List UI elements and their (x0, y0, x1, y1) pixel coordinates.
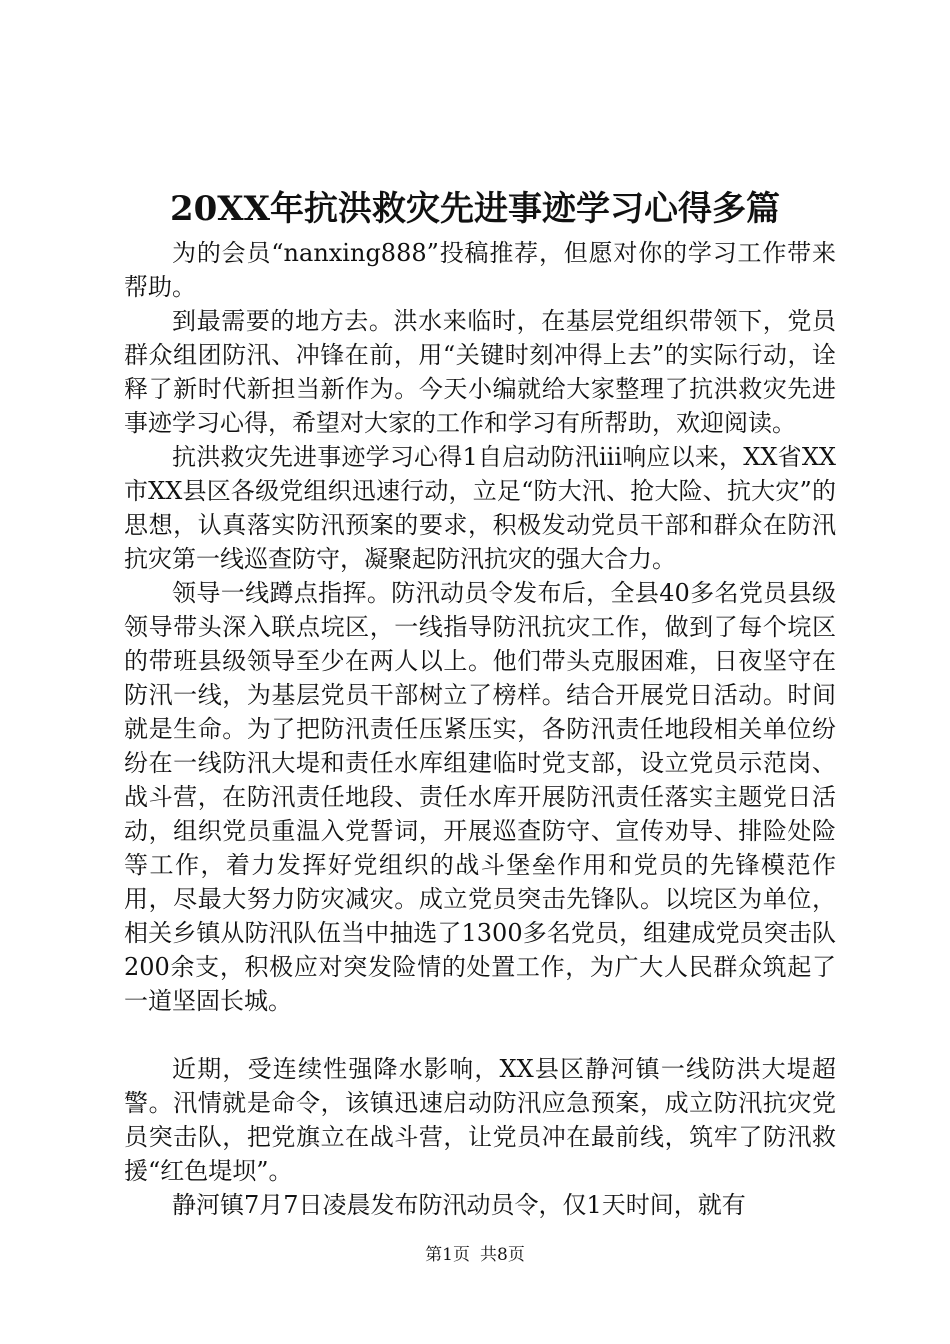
page-footer (0, 1244, 950, 1266)
paragraph-mobilization: 静河镇7月7日凌晨发布防汛动员令，仅1天时间，就有 (172, 1191, 746, 1219)
document-title: 20XX年抗洪救灾先进事迹学习心得多篇 (169, 189, 781, 229)
paragraph-preface: 到最需要的地方去。洪水来临时，在基层党组织带领下，党员群众组团防汛、冲锋在前，用“关键时刻冲得上去”的实际行动，诠释了新时代新担当新作为。今天小编就给大家整理了抗洪救灾先进事迹学习心得，希望对大家的工作和学习有所帮助，欢迎阅读。 (124, 307, 836, 437)
paragraph-intro: 为的会员“nanxing888”投稿推荐，但愿对你的学习工作带来帮助。 (124, 239, 836, 301)
paragraph-recent-flood: 近期，受连续性强降水影响，XX县区静河镇一线防洪大堤超警。汛情就是命令，该镇迅速启动防汛应急预案，成立防汛抗灾党员突击队，把党旗立在战斗营，让党员冲在最前线，筑牢了防汛救援“红色堤坝”。 (124, 1055, 836, 1185)
page-total: 共8页 (480, 1245, 525, 1265)
paragraph-leadership: 领导一线蹲点指挥。防汛动员令发布后，全县40多名党员县级领导带头深入联点垸区，一线指导防汛抗灾工作，做到了每个垸区的带班县级领导至少在两人以上。他们带头克服困难，日夜坚守在防汛一线，为基层党员干部树立了榜样。结合开展党日活动。时间就是生命。为了把防汛责任压紧压实，各防汛责任地段相关单位纷纷在一线防汛大堤和责任水库组建临时党支部，设立党员示范岗、战斗营，在防汛责任地段、责任水库开展防汛责任落实主题党日活动，组织党员重温入党誓词，开展巡查防守、宣传劝导、排险处险等工作，着力发挥好党组织的战斗堡垒作用和党员的先锋模范作用，尽最大努力防灾减灾。成立党员突击先锋队。以垸区为单位，相关乡镇从防汛队伍当中抽选了1300多名党员，组建成党员突击队200余支，积极应对突发险情的处置工作，为广大人民群众筑起了一道坚固长城。 (124, 579, 836, 1015)
page-number: 第1页 (425, 1245, 470, 1265)
document-body (124, 236, 836, 1222)
paragraph-section-1: 抗洪救灾先进事迹学习心得1自启动防汛iii响应以来，XX省XX市XX县区各级党组织迅速行动，立足“防大汛、抢大险、抗大灾”的思想，认真落实防汛预案的要求，积极发动党员干部和群众在防汛抗灾第一线巡查防守，凝聚起防汛抗灾的强大合力。 (124, 443, 836, 573)
